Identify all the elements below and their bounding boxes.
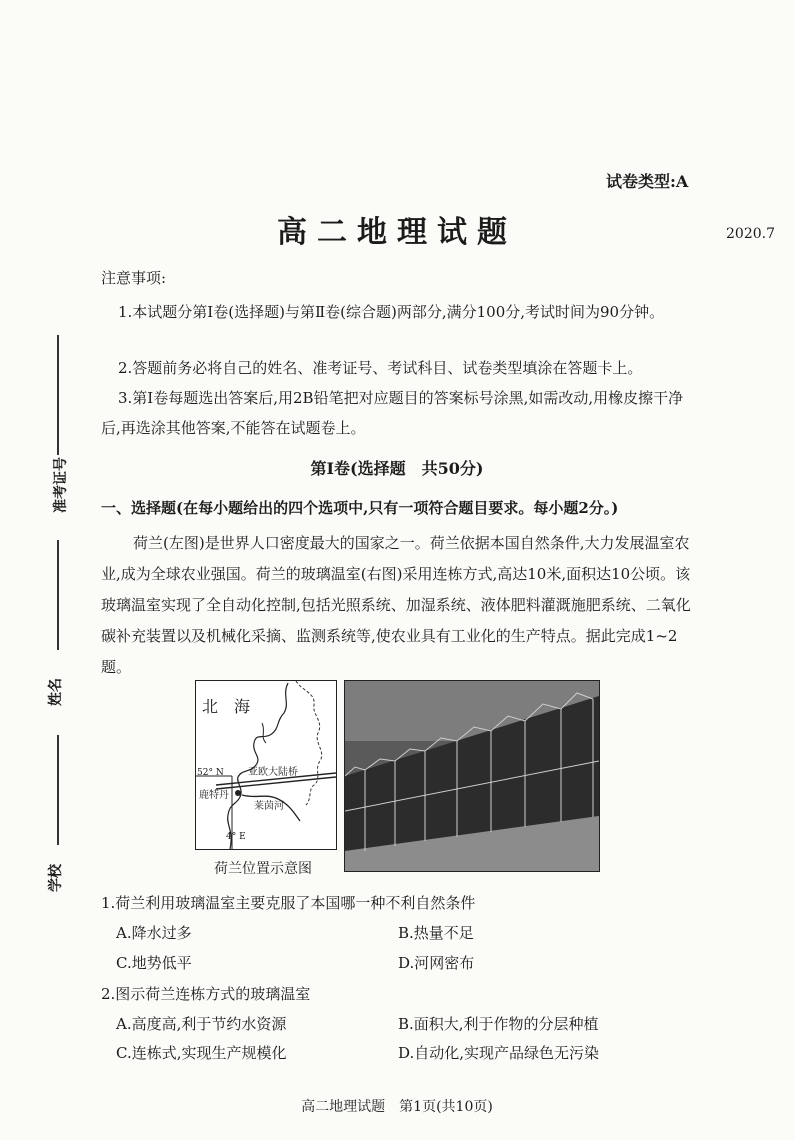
question-2-option-c: C.连栋式,实现生产规模化 xyxy=(116,1044,287,1062)
margin-label-school: 学校 xyxy=(48,864,64,892)
page-title: 高二地理试题 xyxy=(277,215,517,250)
question-2-option-d: D.自动化,实现产品绿色无污染 xyxy=(398,1044,600,1062)
port-marker xyxy=(235,790,241,796)
exam-date: 2020.7 xyxy=(726,226,775,242)
margin-line-school xyxy=(57,735,59,845)
question-2-option-a: A.高度高,利于节约水资源 xyxy=(116,1015,287,1033)
margin-line-name xyxy=(57,540,59,650)
margin-label-name: 姓名 xyxy=(48,678,64,706)
map-river-label: 莱茵河 xyxy=(254,801,284,812)
question-1-option-d: D.河网密布 xyxy=(398,954,475,972)
map-bridge-label: 亚欧大陆桥 xyxy=(248,767,298,778)
map-lon-label: 4° E xyxy=(226,832,246,842)
border-line xyxy=(296,681,322,805)
map-sea-label: 北 海 xyxy=(202,697,251,716)
note-item-3: 3.第Ⅰ卷每题选出答案后,用2B铅笔把对应题目的答案标号涂黑,如需改动,用橡皮擦干净后,再选涂其他答案,不能答在试题卷上。 xyxy=(101,389,684,437)
greenhouse-photo xyxy=(344,680,600,872)
map-lat-label: 52° N xyxy=(197,768,224,778)
question-1-option-c: C.地势低平 xyxy=(116,954,192,972)
notes-heading: 注意事项: xyxy=(101,269,167,287)
note-item-1: 1.本试题分第Ⅰ卷(选择题)与第Ⅱ卷(综合题)两部分,满分100分,考试时间为90分钟。 xyxy=(118,303,665,321)
question-2-stem: 2.图示荷兰连栋方式的玻璃温室 xyxy=(101,985,311,1003)
reading-passage: 荷兰(左图)是世界人口密度最大的国家之一。荷兰依据本国自然条件,大力发展温室农业,成为全球农业强国。荷兰的玻璃温室(右图)采用连栋方式,高达10米,面积达10公顷。该玻璃温室实现了全自动化控制,包括光照系统、加湿系统、液体肥料灌溉施肥系统、二氧化碳补充装置以及机械化采摘、监测系统等,使农业具有工业化的生产特点。据此完成1~2题。 xyxy=(101,534,691,676)
question-2-option-b: B.面积大,利于作物的分层种植 xyxy=(398,1015,599,1033)
map-caption: 荷兰位置示意图 xyxy=(214,861,312,877)
question-1-option-b: B.热量不足 xyxy=(398,924,474,942)
question-1-stem: 1.荷兰利用玻璃温室主要克服了本国哪一种不利自然条件 xyxy=(101,894,476,912)
note-item-2: 2.答题前务必将自己的姓名、准考证号、考试科目、试卷类型填涂在答题卡上。 xyxy=(118,359,643,377)
map-port-label: 鹿特丹 xyxy=(199,790,229,801)
question-1-option-a: A.降水过多 xyxy=(116,924,192,942)
page-footer: 高二地理试题 第1页(共10页) xyxy=(301,1099,493,1115)
section-instruction: 一、选择题(在每小题给出的四个选项中,只有一项符合题目要求。每小题2分。) xyxy=(101,499,619,517)
section-title: 第Ⅰ卷(选择题 共50分) xyxy=(310,459,484,478)
greenhouse-drawing xyxy=(345,681,599,871)
margin-line-exam-id xyxy=(57,335,59,455)
inlet-line xyxy=(262,723,266,743)
paper-type: 试卷类型:A xyxy=(606,172,689,191)
margin-label-exam-id: 准考证号 xyxy=(53,457,69,513)
